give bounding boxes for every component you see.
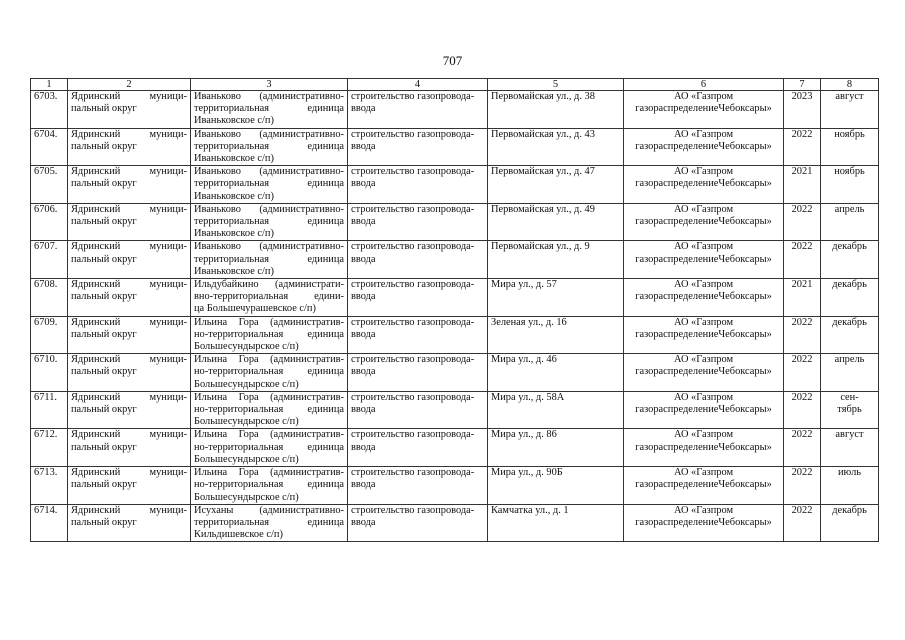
settlement-cell	[191, 391, 348, 429]
cell-line: территориальная единица	[194, 140, 344, 152]
header-cell: 7	[784, 79, 821, 91]
address-cell: Мира ул., д. 46	[488, 354, 624, 392]
cell-line: Большесундырское с/п)	[194, 378, 299, 390]
cell-line: Ядринский муници-	[71, 279, 187, 291]
municipality-cell	[68, 354, 191, 392]
organization-cell	[624, 429, 784, 467]
row-number: 6714.	[31, 504, 68, 542]
cell-line: ввода	[351, 103, 376, 115]
cell-line: АО «Газпром газораспределение	[635, 203, 734, 228]
action-cell	[348, 91, 488, 129]
header-cell: 6	[624, 79, 784, 91]
cell-line: ввода	[351, 516, 376, 528]
cell-line: АО «Газпром газораспределение	[635, 354, 734, 378]
cell-line: АО «Газпром газораспределение	[635, 316, 734, 340]
municipality-cell	[68, 241, 191, 279]
page-number: 707	[442, 53, 463, 68]
action-cell	[348, 354, 488, 392]
cell-line: вно-территориальная едини-	[194, 291, 344, 303]
cell-line: АО «Газпром газораспределение	[635, 391, 734, 416]
header-cell: 1	[31, 79, 68, 91]
cell-line: строительство газопровода-	[351, 279, 475, 291]
cell-line: Ядринский муници-	[71, 429, 187, 441]
cell-line: АО «Газпром газораспределение	[635, 166, 734, 190]
settlement-cell	[191, 354, 348, 392]
year-cell: 2022	[784, 316, 821, 354]
action-cell	[348, 203, 488, 241]
cell-line: ца Большечурашевское с/п)	[194, 303, 316, 315]
organization-cell	[624, 241, 784, 279]
cell-line: Чебоксары»	[718, 366, 772, 378]
cell-line: пальный округ	[71, 479, 137, 491]
cell-line: территориальная единица	[194, 516, 344, 528]
year-cell: 2022	[784, 241, 821, 279]
cell-line: Ядринский муници-	[71, 128, 187, 140]
cell-line: пальный округ	[71, 291, 137, 303]
cell-line: строительство газопровода-	[351, 203, 475, 215]
table-row	[31, 354, 879, 392]
cell-line: ввода	[351, 216, 376, 228]
cell-line: Иваньковское с/п)	[194, 190, 274, 202]
action-cell	[348, 128, 488, 166]
action-cell	[348, 166, 488, 204]
cell-line: Иваньковское с/п)	[194, 153, 274, 165]
year-cell: 2023	[784, 91, 821, 129]
row-number: 6703.	[31, 91, 68, 129]
cell-line: строительство газопровода-	[351, 316, 475, 328]
municipality-cell	[68, 467, 191, 505]
cell-line: пальный округ	[71, 516, 137, 528]
cell-line: Чебоксары»	[718, 103, 772, 115]
cell-line: ввода	[351, 479, 376, 491]
cell-line: территориальная единица	[194, 103, 344, 115]
cell-line: пальный округ	[71, 140, 137, 152]
month-cell: декабрь	[821, 504, 879, 542]
cell-line: Чебоксары»	[718, 291, 772, 303]
cell-line: но-территориальная единица	[194, 328, 344, 340]
cell-line: территориальная единица	[194, 216, 344, 228]
cell-line: пальный округ	[71, 103, 137, 115]
cell-line: АО «Газпром газораспределение	[635, 241, 734, 265]
municipality-cell	[68, 166, 191, 204]
cell-line: Чебоксары»	[718, 404, 772, 416]
cell-line: Иваньково (административно-	[194, 166, 344, 178]
table-row	[31, 504, 879, 542]
municipality-cell	[68, 128, 191, 166]
organization-cell	[624, 316, 784, 354]
cell-line: строительство газопровода-	[351, 391, 475, 403]
data-table	[30, 78, 879, 542]
cell-line: Ядринский муници-	[71, 91, 187, 102]
cell-line: Кильдишевское с/п)	[194, 529, 283, 541]
cell-line: АО «Газпром газораспределение	[635, 279, 734, 303]
municipality-cell	[68, 504, 191, 542]
cell-line: Ядринский муници-	[71, 166, 187, 178]
cell-line: ввода	[351, 441, 376, 453]
address-cell: Первомайская ул., д. 9	[488, 241, 624, 279]
cell-line: но-территориальная единица	[194, 441, 344, 453]
cell-line: Чебоксары»	[718, 479, 772, 491]
cell-line: пальный округ	[71, 441, 137, 453]
month-cell: сен- тябрь	[821, 391, 879, 429]
table-row	[31, 391, 879, 429]
cell-line: пальный округ	[71, 366, 137, 378]
municipality-cell	[68, 429, 191, 467]
header-cell: 3	[191, 79, 348, 91]
year-cell: 2022	[784, 467, 821, 505]
row-number: 6707.	[31, 241, 68, 279]
cell-line: Чебоксары»	[718, 178, 772, 190]
cell-line: Ядринский муници-	[71, 241, 187, 253]
organization-cell	[624, 203, 784, 241]
organization-cell	[624, 467, 784, 505]
settlement-cell	[191, 241, 348, 279]
cell-line: строительство газопровода-	[351, 166, 475, 178]
address-cell: Первомайская ул., д. 43	[488, 128, 624, 166]
row-number: 6704.	[31, 128, 68, 166]
action-cell	[348, 467, 488, 505]
municipality-cell	[68, 316, 191, 354]
action-cell	[348, 279, 488, 317]
month-cell: ноябрь	[821, 128, 879, 166]
settlement-cell	[191, 429, 348, 467]
cell-line: Чебоксары»	[718, 140, 772, 152]
row-number: 6713.	[31, 467, 68, 505]
cell-line: пальный округ	[71, 404, 137, 416]
cell-line: Иваньковское с/п)	[194, 265, 274, 277]
year-cell: 2021	[784, 279, 821, 317]
cell-line: Большесундырское с/п)	[194, 341, 299, 353]
settlement-cell	[191, 203, 348, 241]
municipality-cell	[68, 203, 191, 241]
cell-line: Иваньковское с/п)	[194, 228, 274, 240]
row-number: 6709.	[31, 316, 68, 354]
cell-line: АО «Газпром газораспределение	[635, 429, 734, 453]
cell-line: Ильина Гора (административ-	[194, 316, 344, 328]
table-row	[31, 91, 879, 129]
month-cell: декабрь	[821, 241, 879, 279]
action-cell	[348, 504, 488, 542]
organization-cell	[624, 504, 784, 542]
table-row	[31, 241, 879, 279]
year-cell: 2022	[784, 203, 821, 241]
cell-line: строительство газопровода-	[351, 504, 475, 516]
action-cell	[348, 429, 488, 467]
settlement-cell	[191, 91, 348, 129]
cell-line: Иваньково (административно-	[194, 91, 344, 102]
row-number: 6711.	[31, 391, 68, 429]
cell-line: ввода	[351, 404, 376, 416]
month-cell: июль	[821, 467, 879, 505]
header-cell: 5	[488, 79, 624, 91]
cell-line: Ядринский муници-	[71, 504, 187, 516]
settlement-cell	[191, 166, 348, 204]
municipality-cell	[68, 279, 191, 317]
month-cell: декабрь	[821, 279, 879, 317]
cell-line: но-территориальная единица	[194, 366, 344, 378]
cell-line: ввода	[351, 291, 376, 303]
table-body	[31, 91, 879, 542]
header-row	[31, 79, 879, 91]
year-cell: 2022	[784, 354, 821, 392]
table-row	[31, 429, 879, 467]
table-row	[31, 166, 879, 204]
header-cell: 2	[68, 79, 191, 91]
year-cell: 2022	[784, 391, 821, 429]
cell-line: пальный округ	[71, 178, 137, 190]
cell-line: строительство газопровода-	[351, 467, 475, 479]
organization-cell	[624, 91, 784, 129]
cell-line: территориальная единица	[194, 178, 344, 190]
month-cell: август	[821, 429, 879, 467]
cell-line: строительство газопровода-	[351, 128, 475, 140]
cell-line: Ядринский муници-	[71, 467, 187, 479]
action-cell	[348, 316, 488, 354]
cell-line: Ильина Гора (административ-	[194, 354, 344, 366]
cell-line: АО «Газпром газораспределение	[635, 467, 734, 491]
organization-cell	[624, 166, 784, 204]
cell-line: Иваньково (административно-	[194, 241, 344, 253]
cell-line: строительство газопровода-	[351, 354, 475, 366]
address-cell: Первомайская ул., д. 47	[488, 166, 624, 204]
table-row	[31, 467, 879, 505]
cell-line: ввода	[351, 328, 376, 340]
year-cell: 2022	[784, 128, 821, 166]
month-cell: апрель	[821, 203, 879, 241]
cell-line: Исуханы (административно-	[194, 504, 344, 516]
row-number: 6706.	[31, 203, 68, 241]
month-cell: август	[821, 91, 879, 129]
cell-line: АО «Газпром газораспределение	[635, 504, 734, 528]
organization-cell	[624, 354, 784, 392]
cell-line: ввода	[351, 140, 376, 152]
cell-line: ввода	[351, 178, 376, 190]
cell-line: пальный округ	[71, 328, 137, 340]
address-cell: Камчатка ул., д. 1	[488, 504, 624, 542]
cell-line: АО «Газпром газораспределение	[635, 128, 734, 152]
address-cell: Мира ул., д. 90Б	[488, 467, 624, 505]
cell-line: Ильдубайкино (администрати-	[194, 279, 344, 291]
organization-cell	[624, 391, 784, 429]
address-cell: Мира ул., д. 58А	[488, 391, 624, 429]
month-cell: ноябрь	[821, 166, 879, 204]
cell-line: Иваньковское с/п)	[194, 115, 274, 127]
year-cell: 2022	[784, 429, 821, 467]
table-row	[31, 203, 879, 241]
cell-line: строительство газопровода-	[351, 429, 475, 441]
address-cell: Первомайская ул., д. 49	[488, 203, 624, 241]
row-number: 6708.	[31, 279, 68, 317]
settlement-cell	[191, 316, 348, 354]
settlement-cell	[191, 467, 348, 505]
organization-cell	[624, 128, 784, 166]
cell-line: АО «Газпром газораспределение	[635, 91, 734, 115]
cell-line: Большесундырское с/п)	[194, 416, 299, 428]
settlement-cell	[191, 279, 348, 317]
row-number: 6712.	[31, 429, 68, 467]
cell-line: но-территориальная единица	[194, 479, 344, 491]
address-cell: Мира ул., д. 86	[488, 429, 624, 467]
cell-line: Ильина Гора (административ-	[194, 429, 344, 441]
settlement-cell	[191, 504, 348, 542]
cell-line: Чебоксары»	[718, 516, 772, 528]
cell-line: Чебоксары»	[718, 216, 772, 228]
cell-line: Ильина Гора (административ-	[194, 467, 344, 479]
year-cell: 2021	[784, 166, 821, 204]
cell-line: ввода	[351, 366, 376, 378]
cell-line: но-территориальная единица	[194, 404, 344, 416]
cell-line: строительство газопровода-	[351, 241, 475, 253]
month-cell: апрель	[821, 354, 879, 392]
address-cell: Первомайская ул., д. 38	[488, 91, 624, 129]
cell-line: Чебоксары»	[718, 441, 772, 453]
table-row	[31, 279, 879, 317]
action-cell	[348, 241, 488, 279]
cell-line: Ядринский муници-	[71, 391, 187, 403]
month-cell: декабрь	[821, 316, 879, 354]
cell-line: территориальная единица	[194, 253, 344, 265]
year-cell: 2022	[784, 504, 821, 542]
address-cell: Зеленая ул., д. 16	[488, 316, 624, 354]
row-number: 6705.	[31, 166, 68, 204]
cell-line: пальный округ	[71, 216, 137, 228]
cell-line: Большесундырское с/п)	[194, 453, 299, 465]
cell-line: пальный округ	[71, 253, 137, 265]
table-row	[31, 128, 879, 166]
cell-line: Чебоксары»	[718, 328, 772, 340]
cell-line: строительство газопровода-	[351, 91, 475, 102]
header-cell: 4	[348, 79, 488, 91]
cell-line: Ядринский муници-	[71, 316, 187, 328]
cell-line: Иваньково (административно-	[194, 203, 344, 215]
settlement-cell	[191, 128, 348, 166]
cell-line: Ильина Гора (административ-	[194, 391, 344, 403]
row-number: 6710.	[31, 354, 68, 392]
cell-line: Чебоксары»	[718, 253, 772, 265]
cell-line: Ядринский муници-	[71, 203, 187, 215]
cell-line: ввода	[351, 253, 376, 265]
municipality-cell	[68, 91, 191, 129]
cell-line: Иваньково (административно-	[194, 128, 344, 140]
action-cell	[348, 391, 488, 429]
cell-line: Большесундырское с/п)	[194, 491, 299, 503]
cell-line: Ядринский муници-	[71, 354, 187, 366]
header-cell: 8	[821, 79, 879, 91]
organization-cell	[624, 279, 784, 317]
address-cell: Мира ул., д. 57	[488, 279, 624, 317]
table-row	[31, 316, 879, 354]
municipality-cell	[68, 391, 191, 429]
